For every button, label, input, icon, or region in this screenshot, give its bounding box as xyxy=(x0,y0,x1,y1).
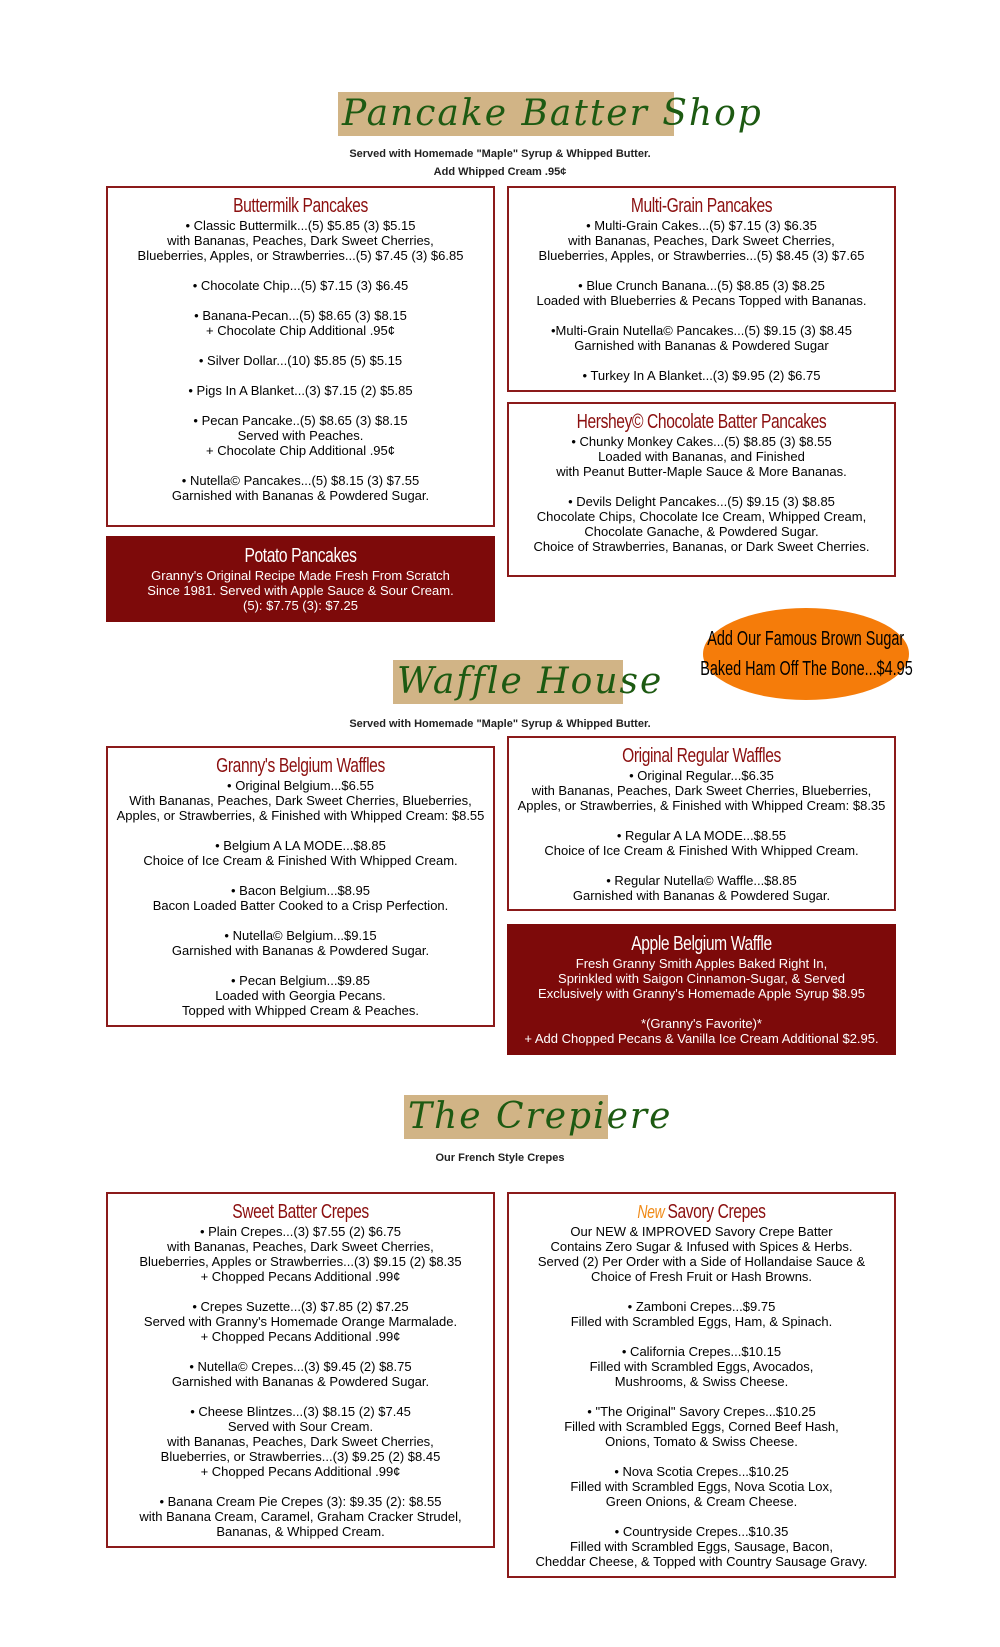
menu-line: Fresh Granny Smith Apples Baked Right In, xyxy=(575,956,828,971)
regular-waffles-box xyxy=(507,736,896,911)
menu-line: Choice of Fresh Fruit or Hash Browns. xyxy=(590,1269,813,1284)
menu-line: Filled with Scrambled Eggs, Sausage, Bacon, xyxy=(569,1539,834,1554)
menu-line: Loaded with Georgia Pecans. xyxy=(215,988,386,1003)
sweet-title xyxy=(150,1200,450,1224)
menu-line: • "The Original" Savory Crepes...$10.25 xyxy=(587,1404,816,1419)
belgium-waffles-box xyxy=(106,746,495,1027)
pancake-subtitle-2: Add Whipped Cream .95¢ xyxy=(433,166,567,178)
menu-line: + Chocolate Chip Additional .95¢ xyxy=(206,443,395,458)
potato-title xyxy=(150,544,450,568)
menu-line: •Multi-Grain Nutella© Pancakes...(5) $9.15 (3) $8.45 xyxy=(551,323,852,338)
menu-line: + Chopped Pecans Additional .99¢ xyxy=(200,1464,401,1479)
crepe-subtitle: Our French Style Crepes xyxy=(435,1152,565,1164)
regular-title-text: Original Regular Waffles xyxy=(622,745,781,767)
menu-line: • Nutella© Pancakes...(5) $8.15 (3) $7.55 xyxy=(181,473,420,488)
menu-line: Loaded with Bananas, and Finished xyxy=(598,449,805,464)
menu-line: • Belgium A LA MODE...$8.85 xyxy=(215,838,386,853)
belgium-title-text: Granny's Belgium Waffles xyxy=(216,755,385,777)
menu-line: • Cheese Blintzes...(3) $8.15 (2) $7.45 xyxy=(190,1404,411,1419)
menu-line: • Pigs In A Blanket...(3) $7.15 (2) $5.85 xyxy=(188,383,413,398)
waffle-section-title: Waffle House xyxy=(393,660,623,704)
menu-line: Bananas, & Whipped Cream. xyxy=(216,1524,385,1539)
menu-line: Mushrooms, & Swiss Cheese. xyxy=(614,1374,789,1389)
belgium-title xyxy=(150,754,450,778)
menu-line: Blueberries, Apples or Strawberries...(3) $9.15 (2) $8.35 xyxy=(139,1254,462,1269)
menu-line: Loaded with Blueberries & Pecans Topped with Bananas. xyxy=(536,293,867,308)
menu-line: Filled with Scrambled Eggs, Nova Scotia Lox, xyxy=(570,1479,833,1494)
menu-line: Garnished with Bananas & Powdered Sugar xyxy=(574,338,829,353)
savory-title-text: Savory Crepes xyxy=(667,1201,766,1223)
menu-line: Garnished with Bananas & Powdered Sugar. xyxy=(171,943,430,958)
potato-pancakes-box xyxy=(106,536,495,622)
savory-title xyxy=(551,1200,851,1224)
apple-waffle-box xyxy=(507,924,896,1055)
menu-line: Served (2) Per Order with a Side of Hollandaise Sauce & xyxy=(537,1254,866,1269)
menu-line: • Devils Delight Pancakes...(5) $9.15 (3) $8.85 xyxy=(568,494,835,509)
menu-line: Chocolate Ganache, & Powdered Sugar. xyxy=(584,524,819,539)
menu-line: Cheddar Cheese, & Topped with Country Sausage Gravy. xyxy=(535,1554,868,1569)
multigrain-title-text: Multi-Grain Pancakes xyxy=(630,195,773,217)
menu-line: • Crepes Suzette...(3) $7.85 (2) $7.25 xyxy=(192,1299,409,1314)
menu-line: • Nova Scotia Crepes...$10.25 xyxy=(614,1464,789,1479)
menu-line: • Banana-Pecan...(5) $8.65 (3) $8.15 xyxy=(194,308,407,323)
multigrain-pancakes-box xyxy=(507,186,896,392)
menu-line: Garnished with Bananas & Powdered Sugar. xyxy=(171,488,430,503)
menu-line: with Bananas, Peaches, Dark Sweet Cherries, xyxy=(167,1239,434,1254)
menu-line: • Pecan Belgium...$9.85 xyxy=(231,973,370,988)
menu-line: • Regular A LA MODE...$8.55 xyxy=(616,828,787,843)
menu-line: • Blue Crunch Banana...(5) $8.85 (3) $8.25 xyxy=(578,278,825,293)
pancake-subtitle: Served with Homemade "Maple" Syrup & Whipped Butter. xyxy=(349,148,651,160)
menu-line: • Nutella© Belgium...$9.15 xyxy=(224,928,377,943)
sweet-crepes-box xyxy=(106,1192,495,1548)
menu-line: Since 1981. Served with Apple Sauce & Sour Cream. xyxy=(147,583,454,598)
menu-line: Exclusively with Granny's Homemade Apple Syrup $8.95 xyxy=(538,986,865,1001)
menu-line: Blueberries, Apples, or Strawberries...(5) $7.45 (3) $6.85 xyxy=(137,248,464,263)
menu-line: Onions, Tomato & Swiss Cheese. xyxy=(605,1434,798,1449)
ham-promo-line1: Add Our Famous Brown Sugar xyxy=(707,628,905,650)
menu-line: Served with Sour Cream. xyxy=(227,1419,374,1434)
menu-line: with Peanut Butter-Maple Sauce & More Bananas. xyxy=(556,464,847,479)
menu-line: with Banana Cream, Caramel, Graham Cracker Strudel, xyxy=(139,1509,462,1524)
menu-line: • Original Belgium...$6.55 xyxy=(227,778,374,793)
menu-line: Blueberries, or Strawberries...(3) $9.25 (2) $8.45 xyxy=(160,1449,441,1464)
apple-title-text: Apple Belgium Waffle xyxy=(631,933,772,955)
menu-line: Garnished with Bananas & Powdered Sugar. xyxy=(572,888,831,903)
menu-line: Served with Peaches. xyxy=(237,428,364,443)
savory-crepes-box xyxy=(507,1192,896,1578)
hershey-title xyxy=(551,410,851,434)
menu-line: Served with Granny's Homemade Orange Marmalade. xyxy=(143,1314,458,1329)
menu-line: • Classic Buttermilk...(5) $5.85 (3) $5.15 xyxy=(185,218,416,233)
new-label: New xyxy=(637,1202,665,1222)
menu-line: + Chocolate Chip Additional .95¢ xyxy=(206,323,395,338)
menu-line: • Nutella© Crepes...(3) $9.45 (2) $8.75 xyxy=(189,1359,412,1374)
buttermilk-title xyxy=(150,194,450,218)
menu-line: Contains Zero Sugar & Infused with Spices & Herbs. xyxy=(550,1239,853,1254)
menu-line: + Chopped Pecans Additional .99¢ xyxy=(200,1269,401,1284)
menu-line: • Chocolate Chip...(5) $7.15 (3) $6.45 xyxy=(192,278,409,293)
buttermilk-pancakes-box xyxy=(106,186,495,527)
menu-line: Choice of Ice Cream & Finished With Whipped Cream. xyxy=(143,853,458,868)
menu-line: • Zamboni Crepes...$9.75 xyxy=(627,1299,776,1314)
menu-line: + Add Chopped Pecans & Vanilla Ice Cream Additional $2.95. xyxy=(524,1031,879,1046)
regular-title xyxy=(551,744,851,768)
menu-line: *(Granny's Favorite)* xyxy=(641,1016,762,1031)
sweet-title-text: Sweet Batter Crepes xyxy=(232,1201,369,1223)
ham-promo-badge xyxy=(699,608,913,700)
menu-line: Filled with Scrambled Eggs, Ham, & Spinach. xyxy=(570,1314,833,1329)
menu-line: • Bacon Belgium...$8.95 xyxy=(231,883,370,898)
menu-line: • Banana Cream Pie Crepes (3): $9.35 (2): $8.55 xyxy=(159,1494,442,1509)
hershey-title-text: Hershey© Chocolate Batter Pancakes xyxy=(576,411,827,433)
menu-line: Apples, or Strawberries, & Finished with Whipped Cream: $8.35 xyxy=(517,798,886,813)
menu-line: Sprinkled with Saigon Cinnamon-Sugar, & Served xyxy=(558,971,845,986)
menu-line: • Multi-Grain Cakes...(5) $7.15 (3) $6.35 xyxy=(586,218,817,233)
apple-title xyxy=(551,932,851,956)
menu-line: Apples, or Strawberries, & Finished with Whipped Cream: $8.55 xyxy=(116,808,485,823)
menu-line: Blueberries, Apples, or Strawberries...(5) $8.45 (3) $7.65 xyxy=(538,248,865,263)
menu-line: • California Crepes...$10.15 xyxy=(621,1344,782,1359)
menu-line: with Bananas, Peaches, Dark Sweet Cherries, Blueberries, xyxy=(531,783,872,798)
menu-line: Garnished with Bananas & Powdered Sugar. xyxy=(171,1374,430,1389)
menu-line: Filled with Scrambled Eggs, Avocados, xyxy=(589,1359,814,1374)
menu-line: With Bananas, Peaches, Dark Sweet Cherries, Blueberries, xyxy=(129,793,472,808)
buttermilk-title-text: Buttermilk Pancakes xyxy=(233,195,368,217)
menu-line: • Regular Nutella© Waffle...$8.85 xyxy=(606,873,797,888)
menu-line: (5): $7.75 (3): $7.25 xyxy=(243,598,358,613)
menu-line: Filled with Scrambled Eggs, Corned Beef Hash, xyxy=(564,1419,839,1434)
menu-line: Choice of Strawberries, Bananas, or Dark Sweet Cherries. xyxy=(533,539,870,554)
menu-line: Chocolate Chips, Chocolate Ice Cream, Whipped Cream, xyxy=(536,509,867,524)
menu-line: + Chopped Pecans Additional .99¢ xyxy=(200,1329,401,1344)
pancake-section-title: Pancake Batter Shop xyxy=(338,92,674,136)
menu-line: • Chunky Monkey Cakes...(5) $8.85 (3) $8.55 xyxy=(571,434,832,449)
menu-line: Our NEW & IMPROVED Savory Crepe Batter xyxy=(570,1224,833,1239)
menu-line: with Bananas, Peaches, Dark Sweet Cherries, xyxy=(167,1434,434,1449)
menu-line: • Countryside Crepes...$10.35 xyxy=(614,1524,789,1539)
potato-title-text: Potato Pancakes xyxy=(244,545,357,567)
menu-line: Green Onions, & Cream Cheese. xyxy=(605,1494,798,1509)
menu-line: Granny's Original Recipe Made Fresh From Scratch xyxy=(151,568,450,583)
menu-line: • Pecan Pancake..(5) $8.65 (3) $8.15 xyxy=(193,413,408,428)
menu-line: with Bananas, Peaches, Dark Sweet Cherries, xyxy=(167,233,434,248)
waffle-subtitle: Served with Homemade "Maple" Syrup & Whipped Butter. xyxy=(349,718,651,730)
menu-line: Topped with Whipped Cream & Peaches. xyxy=(181,1003,419,1018)
menu-line: with Bananas, Peaches, Dark Sweet Cherries, xyxy=(568,233,835,248)
hershey-pancakes-box xyxy=(507,402,896,577)
menu-line: • Turkey In A Blanket...(3) $9.95 (2) $6.75 xyxy=(582,368,821,383)
crepe-section-title: The Crepiere xyxy=(404,1095,608,1139)
menu-line: Choice of Ice Cream & Finished With Whipped Cream. xyxy=(544,843,859,858)
menu-line: • Original Regular...$6.35 xyxy=(629,768,774,783)
menu-line: • Plain Crepes...(3) $7.55 (2) $6.75 xyxy=(199,1224,402,1239)
menu-line: Bacon Loaded Batter Cooked to a Crisp Perfection. xyxy=(152,898,449,913)
multigrain-title xyxy=(551,194,851,218)
ham-promo-line2: Baked Ham Off The Bone...$4.95 xyxy=(699,658,913,680)
menu-line: • Silver Dollar...(10) $5.85 (5) $5.15 xyxy=(198,353,403,368)
